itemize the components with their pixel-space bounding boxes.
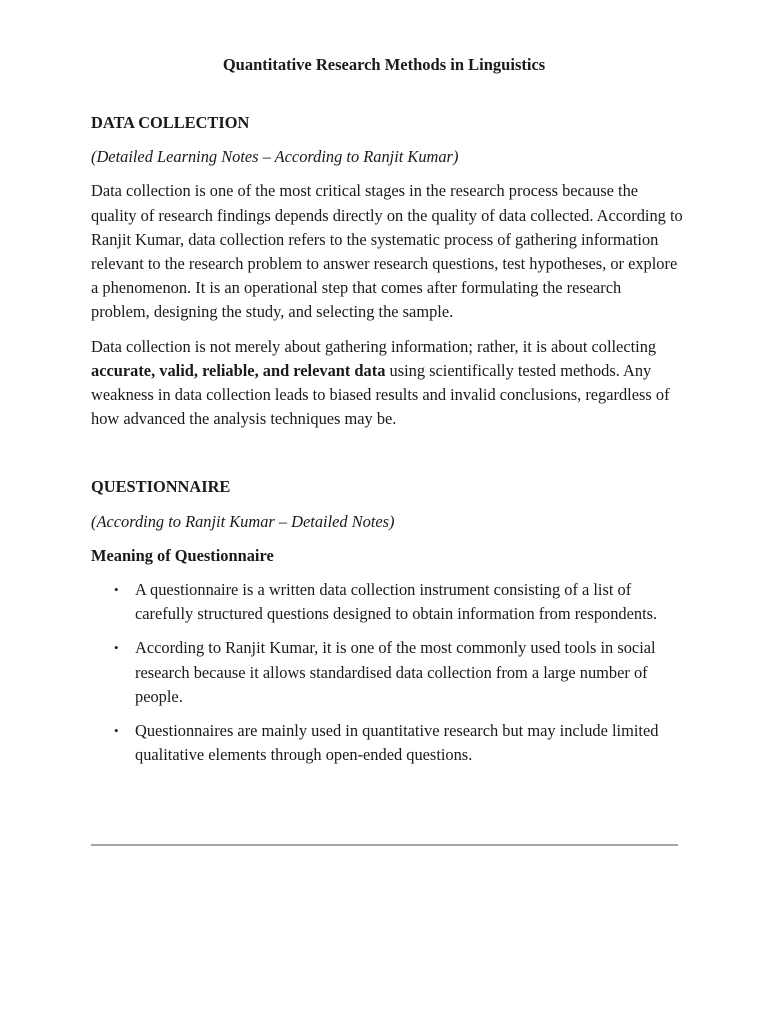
list-item-text: A questionnaire is a written data collection instrument consisting of a list of carefully structured questions designed to obtain information from respondents.: [135, 580, 658, 624]
data-collection-paragraph-2: [91, 335, 683, 432]
list-item: [91, 578, 683, 626]
section-subtitle-data-collection: (Detailed Learning Notes – According to Ranjit Kumar): [91, 147, 459, 167]
list-item: [91, 636, 683, 709]
horizontal-divider: [91, 844, 678, 846]
section-subtitle-questionnaire: (According to Ranjit Kumar – Detailed Notes): [91, 511, 395, 531]
paragraph-2-text-start: Data collection is not merely about gathering information; rather, it is about collecting: [91, 336, 657, 356]
paragraph-2-bold-text: accurate, valid, reliable, and relevant data: [91, 360, 386, 380]
data-collection-paragraph-1: Data collection is one of the most critical stages in the research process because the quality of research findings depends directly on the quality of data collected. According to Ranjit Kumar, data collection refers to the systematic process of gathering information relevant to the research problem to answer research questions, test hypotheses, or explore a phenomenon. It is an operational step that comes after formulating the research problem, designing the study, and selecting the sample.: [91, 181, 683, 322]
subheading-meaning-of-questionnaire: Meaning of Questionnaire: [91, 545, 274, 565]
list-item-text: Questionnaires are mainly used in quantitative research but may include limited qualitative elements through open-ended questions.: [135, 721, 659, 765]
bullet-icon: •: [114, 723, 119, 739]
questionnaire-bullet-list: [91, 578, 683, 767]
document-title: Quantitative Research Methods in Linguistics: [222, 55, 546, 74]
section-heading-data-collection: DATA COLLECTION: [91, 113, 250, 132]
paragraph-2-text-end: using scientifically tested methods. Any weakness in data collection leads to biased results and invalid conclusions, regardless of how advanced the analysis techniques may be.: [91, 360, 670, 429]
section-heading-questionnaire: QUESTIONNAIRE: [91, 477, 231, 497]
document-body: [91, 111, 683, 767]
bullet-icon: •: [114, 582, 119, 598]
bullet-icon: •: [114, 640, 119, 656]
list-item: [91, 719, 683, 767]
list-item-text: According to Ranjit Kumar, it is one of the most commonly used tools in social research because it allows standardised data collection from a large number of people.: [135, 638, 656, 706]
